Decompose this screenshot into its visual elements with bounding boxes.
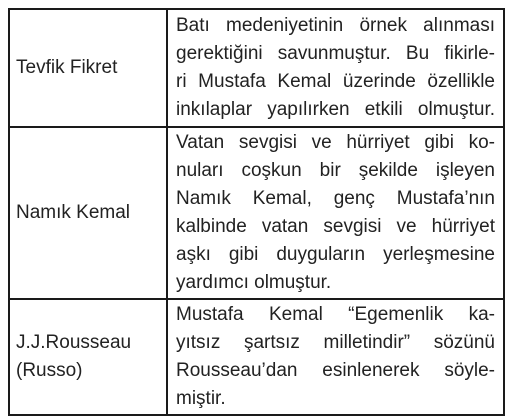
person-name-cell [9,299,167,415]
person-name: Tevfik Fikret [16,57,118,78]
description-line: aşkı gibi duyguların yerleşmesine [176,244,495,265]
person-name-alt: (Russo) [16,360,83,381]
person-name: J.J.Rousseau [16,332,132,353]
person-name-cell [9,9,167,127]
table-row [9,127,504,299]
description-line: Batı medeniyetinin örnek alınması [176,15,495,36]
description-cell [167,127,504,299]
person-name-cell [9,127,167,299]
description-line: miştir. [176,388,226,409]
description-cell [167,299,504,415]
table-row [9,299,504,415]
description-line: Vatan sevgisi ve hürriyet gibi ko- [176,132,495,153]
description-line: gerektiğini savunmuştur. Bu fikirle- [176,43,495,64]
description-line: kalbinde vatan sevgisi ve hürriyet [176,216,495,237]
description-line: nuları coşkun bir şekilde işleyen [176,160,495,181]
description-line: yıtsız şartsız milletindir” sözünü [176,332,495,353]
description-cell [167,9,504,127]
person-name: Namık Kemal [16,202,131,223]
description-line: inkılaplar yapılırken etkili olmuştur. [176,99,495,120]
description-line: yardımcı olmuştur. [176,272,332,293]
description-line: Rousseau’dan esinlenerek söyle- [176,360,495,381]
thinkers-table [8,8,505,416]
description-line: Mustafa Kemal “Egemenlik ka- [176,304,495,325]
description-line: ri Mustafa Kemal üzerinde özellikle [176,71,495,92]
table-row [9,9,504,127]
description-line: Namık Kemal, genç Mustafa’nın [176,188,495,209]
